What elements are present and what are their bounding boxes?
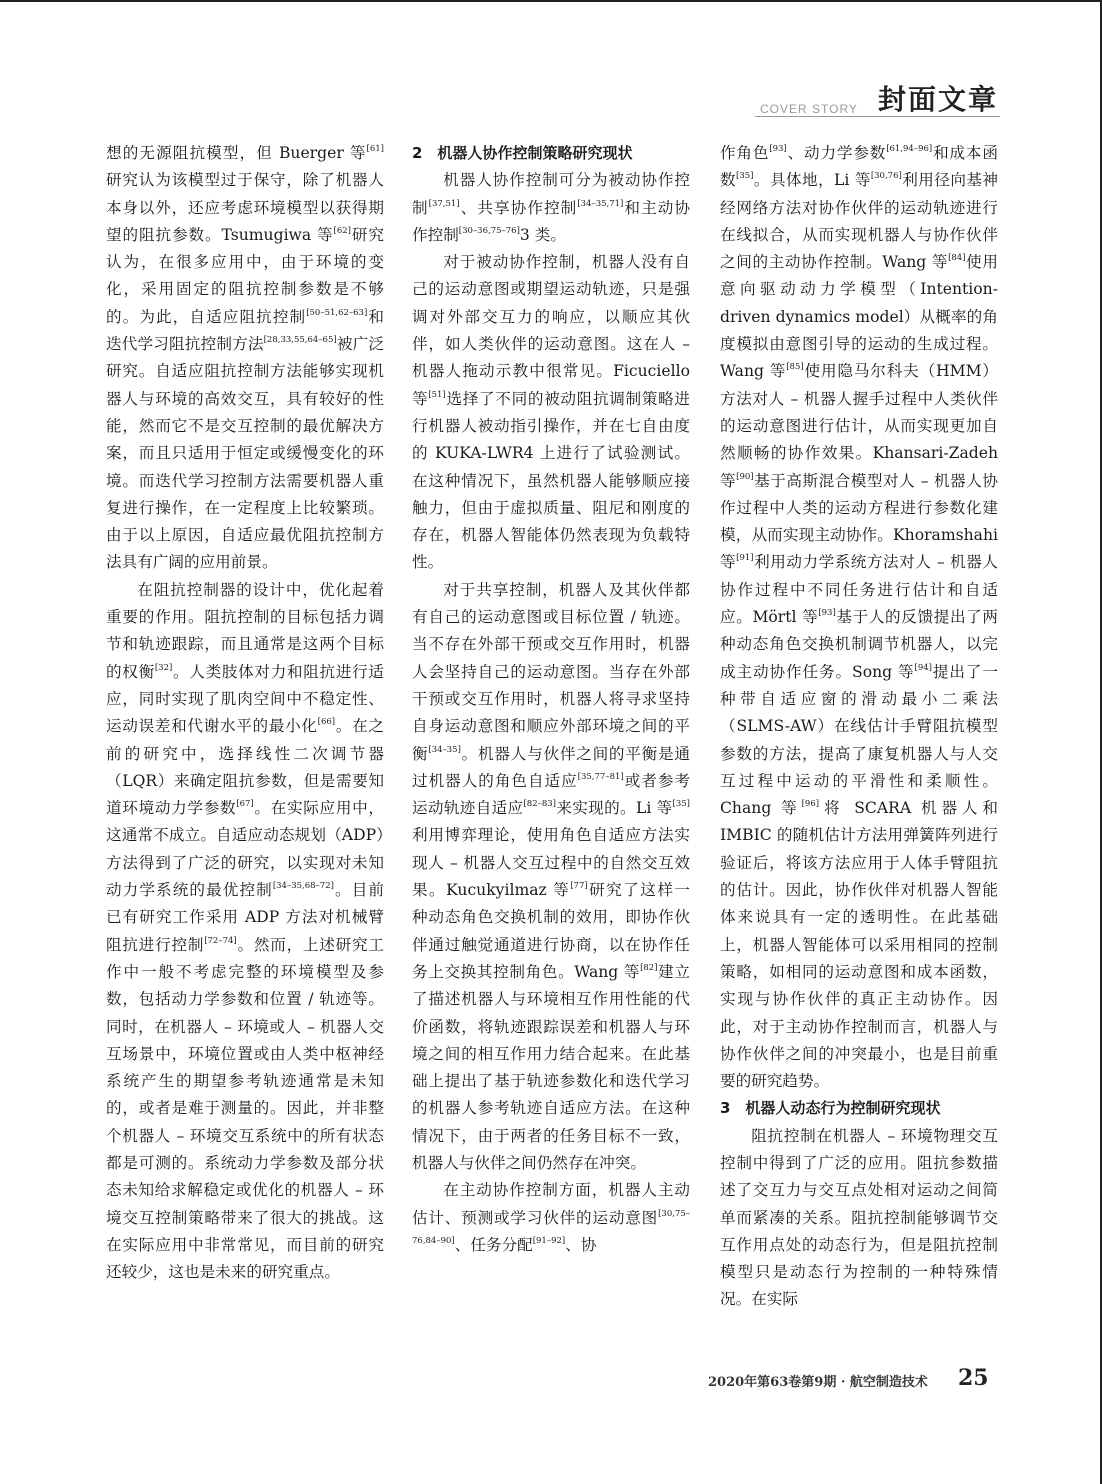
citation-ref: [35] bbox=[736, 171, 754, 182]
text-run: 。机器人与伙伴之间的平衡是通过机器人的角色自适应 bbox=[412, 744, 690, 790]
citation-ref: [51] bbox=[428, 389, 446, 400]
citation-ref: [90] bbox=[736, 471, 754, 482]
text-run: 作角色 bbox=[720, 144, 770, 162]
citation-ref: [85] bbox=[786, 362, 804, 373]
citation-ref: [61,94–96] bbox=[886, 144, 933, 154]
text-run: 对于共享控制，机器人及其伙伴都有自己的运动意图或目标位置 / 轨迹。当不存在外部干预或交互作用时，机器人会坚持自己的运动意图。当存在外部干预或交互作用时，机器人将寻求坚持自身运动意图和顺应外部环境之间的平衡 bbox=[412, 580, 690, 763]
paragraph bbox=[106, 140, 384, 577]
text-run: 利用博弈理论，使用角色自适应方法实现人 – 机器人交互过程中的自然交互效果。Kucukyilmaz 等 bbox=[412, 826, 690, 900]
citation-ref: [93] bbox=[818, 608, 836, 619]
text-run: 。具体地，Li 等 bbox=[753, 171, 871, 190]
citation-ref: [32] bbox=[154, 662, 173, 673]
text-run: 在主动协作控制方面，机器人主动估计、预测或学习伙伴的运动意图 bbox=[412, 1181, 690, 1227]
text-run: 研究认为该模型过于保守，除了机器人本身以外，还应考虑环境模型以获得期望的阻抗参数。Tsumugiwa 等 bbox=[106, 171, 384, 244]
citation-ref: [34–35,68–72] bbox=[272, 881, 334, 892]
text-run: 基于人的反馈提出了两种动态角色交换机制调节机器人，以完成主动协作任务。Song 等 bbox=[720, 608, 998, 681]
section-2-heading: 2 机器人协作控制策略研究现状 bbox=[412, 144, 633, 162]
text-run: 将 SCARA 机器人和 IMBIC 的随机估计方法用弹簧阵列进行验证后，将该方法应用于人体手臂阻抗的估计。因此，协作伙伴对机器人智能体来说具有一定的透明性。在此基础上，机器人智能体可以采用相同的控制策略，如相同的运动意图和成本函数，实现与协作伙伴的真正主动协作。因此，对于主动协作控制而言，机器人与协作伙伴之间的冲突最小，也是目前重要的研究趋势。 bbox=[720, 799, 998, 1091]
citation-ref: [91] bbox=[736, 553, 754, 564]
paragraph bbox=[412, 249, 690, 577]
text-run: 、共享协作控制 bbox=[459, 198, 578, 217]
citation-ref: [61] bbox=[366, 144, 384, 154]
text-run: 使用意向驱动动力学模型（Intention-driven dynamics model）从概率的角度模拟由意图引导的运动的生成过程。Wang 等 bbox=[720, 253, 998, 381]
text-run: 、协 bbox=[565, 1235, 597, 1254]
citation-ref: [30–36,75–76] bbox=[458, 225, 520, 236]
citation-ref: [35,77–81] bbox=[577, 771, 624, 782]
citation-ref: [62] bbox=[333, 225, 351, 236]
citation-ref: [96] bbox=[801, 799, 820, 810]
page-footer bbox=[708, 1365, 1008, 1393]
text-run: 阻抗控制在机器人 – 环境物理交互控制中得到了广泛的应用。阻抗参数描述了交互力与交互点处相对运动之间简单而紧凑的关系。阻抗控制能够调节交互作用点处的动态行为，但是阻抗控制模型只是动态行为控制的一种特殊情况。在实际 bbox=[720, 1126, 998, 1309]
column-2-body bbox=[412, 167, 690, 1259]
text-run: 。然而，上述研究工作中一般不考虑完整的环境模型及参数，包括动力学参数和位置 / 轨迹等。同时，在机器人 – 环境或人 – 机器人交互场景中，环境位置或由人类中枢神经系统产生的期望参考轨迹通常是未知的，或者是难于测量的。因此，并非整个机器人 – 环境交互系统中的所有状态都是可测的。系统动力学参数及部分状态未知给求解稳定或优化的机器人 – 环境交互控制策略带来了很大的挑战。这在实际应用中非常常见，而目前的研究还较少，这也是未来的研究重点。 bbox=[106, 935, 384, 1282]
page-top-border bbox=[0, 0, 1102, 2]
citation-ref: [35] bbox=[672, 799, 690, 810]
paragraph bbox=[106, 577, 384, 1287]
text-run: 、动力学参数 bbox=[786, 144, 887, 162]
text-column-1 bbox=[106, 140, 384, 1286]
citation-ref: [30,75–76,84–90] bbox=[412, 1208, 690, 1246]
citation-ref: [30,76] bbox=[870, 171, 902, 182]
text-column-3 bbox=[720, 140, 998, 1314]
text-run: 和成本函数 bbox=[720, 144, 998, 190]
column-3-body-b bbox=[720, 1123, 998, 1314]
text-run: 在阻抗控制器的设计中，优化起着重要的作用。阻抗控制的目标包括力调节和轨迹跟踪，而且通常是这两个目标的权衡 bbox=[106, 580, 384, 681]
paragraph bbox=[412, 577, 690, 1178]
page-number: 25 bbox=[958, 1365, 989, 1391]
running-header bbox=[740, 78, 1002, 118]
text-run: 提出了一种带自适应窗的滑动最小二乘法（SLMS-AW）在线估计手臂阻抗模型参数的方法，提高了康复机器人与人交互过程中运动的平滑性和柔顺性。Chang 等 bbox=[720, 662, 998, 818]
paragraph bbox=[412, 1177, 690, 1259]
text-run: 被广泛研究。自适应阻抗控制方法能够实现机器人与环境的高效交互，具有较好的性能，然而它不是交互控制的最优解决方案，而且只适用于恒定或缓慢变化的环境。而迭代学习控制方法需要机器人重复进行操作，在一定程度上比较繁琐。由于以上原因，自适应最优阻抗控制方法具有广阔的应用前景。 bbox=[106, 335, 384, 572]
text-run: 3 类。 bbox=[519, 225, 566, 244]
citation-ref: [72–74] bbox=[204, 935, 237, 946]
header-english-label: COVER STORY bbox=[760, 102, 858, 116]
text-run: 利用动力学系统方法对人 – 机器人协作过程中不同任务进行估计和自适应。Mörtl 等 bbox=[720, 553, 998, 627]
citation-ref: [93] bbox=[769, 144, 787, 154]
citation-ref: [82] bbox=[640, 962, 658, 973]
citation-ref: [82–83] bbox=[523, 799, 556, 810]
citation-ref: [67] bbox=[236, 799, 254, 810]
text-run: 机器人协作控制可分为被动协作控制 bbox=[412, 171, 690, 217]
issue-info: 2020年第63卷第9期 · 航空制造技术 bbox=[708, 1375, 928, 1390]
text-run: 研究认为，在很多应用中，由于环境的变化，采用固定的阻抗控制参数是不够的。为此，自适应阻抗控制 bbox=[106, 225, 384, 326]
citation-ref: [77] bbox=[570, 881, 588, 892]
section-3-heading: 3 机器人动态行为控制研究现状 bbox=[720, 1099, 941, 1118]
text-run: 、任务分配 bbox=[454, 1235, 533, 1254]
citation-ref: [66] bbox=[317, 717, 336, 728]
text-run: 。目前已有研究工作采用 ADP 方法对机械臂阻抗进行控制 bbox=[106, 881, 384, 954]
text-run: 建立了描述机器人与环境相互作用性能的代价函数，将轨迹跟踪误差和机器人与环境之间的相互作用力结合起来。在此基础上提出了基于轨迹参数化和迭代学习的机器人参考轨迹自适应方法。在这种情况下，由于两者的任务目标不一致，机器人与伙伴之间仍然存在冲突。 bbox=[412, 962, 690, 1172]
citation-ref: [34–35,71] bbox=[577, 198, 624, 209]
citation-ref: [28,33,55,64–65] bbox=[263, 335, 337, 346]
text-run: 。人类肢体对力和阻抗进行适应，同时实现了肌肉空间中不稳定性、运动误差和代谢水平的最小化 bbox=[106, 662, 384, 736]
header-rule bbox=[755, 116, 1000, 117]
text-run: 基于高斯混合模型对人 – 机器人协作过程中人类的运动方程进行参数化建模，从而实现主动协作。Khoramshahi 等 bbox=[720, 471, 998, 572]
text-run: 或者参考运动轨迹自适应 bbox=[412, 771, 690, 818]
citation-ref: [94] bbox=[914, 662, 932, 673]
text-run: 使用隐马尔科夫（HMM）方法对人 – 机器人握手过程中人类伙伴的运动意图进行估计，从而实现更加自然顺畅的协作效果。Khansari-Zadeh 等 bbox=[720, 362, 998, 490]
citation-ref: [91–92] bbox=[532, 1235, 566, 1246]
text-run: 。在之前的研究中，选择线性二次调节器（LQR）来确定阻抗参数，但是需要知道环境动力学参数 bbox=[106, 717, 384, 818]
citation-ref: [37,51] bbox=[428, 198, 460, 209]
citation-ref: [34–35] bbox=[428, 744, 461, 755]
column-3-body bbox=[720, 140, 998, 1095]
text-run: 选择了不同的被动阻抗调制策略进行机器人被动指引操作，并在七自由度的 KUKA-LWR4 上进行了试验测试。在这种情况下，虽然机器人能够顺应接触力，但由于虚拟质量、阻尼和刚度的存在，机器人智能体仍然表现为负载特性。 bbox=[412, 389, 690, 572]
text-run: 。在实际应用中，这通常不成立。自适应动态规划（ADP）方法得到了广泛的研究，以实现对未知动力学系统的最优控制 bbox=[106, 799, 384, 900]
header-section-title: 封面文章 bbox=[878, 83, 999, 116]
text-run: 和主动协作控制 bbox=[412, 198, 690, 244]
citation-ref: [84] bbox=[948, 253, 966, 264]
paragraph bbox=[720, 140, 998, 1095]
text-column-2 bbox=[412, 140, 690, 1259]
text-run: 利用径向基神经网络方法对协作伙伴的运动轨迹进行在线拟合，从而实现机器人与协作伙伴之间的主动协作控制。Wang 等 bbox=[720, 171, 998, 272]
text-run: 和迭代学习阻抗控制方法 bbox=[106, 307, 384, 354]
text-run: 对于被动协作控制，机器人没有自己的运动意图或期望运动轨迹，只是强调对外部交互力的响应，以顺应其伙伴，如人类伙伴的运动意图。这在人 – 机器人拖动示教中很常见。Ficuciello 等 bbox=[412, 253, 690, 408]
citation-ref: [50–51,62–63] bbox=[306, 307, 368, 318]
column-1-body bbox=[106, 140, 384, 1286]
paragraph bbox=[720, 1123, 998, 1314]
text-run: 想的无源阻抗模型，但 Buerger 等 bbox=[106, 144, 367, 162]
paragraph bbox=[412, 167, 690, 249]
text-run: 研究了这样一种动态角色交换机制的效用，即协作伙伴通过触觉通道进行协商，以在协作任务上交换其控制角色。Wang 等 bbox=[412, 881, 690, 981]
text-run: 来实现的。Li 等 bbox=[556, 799, 673, 818]
